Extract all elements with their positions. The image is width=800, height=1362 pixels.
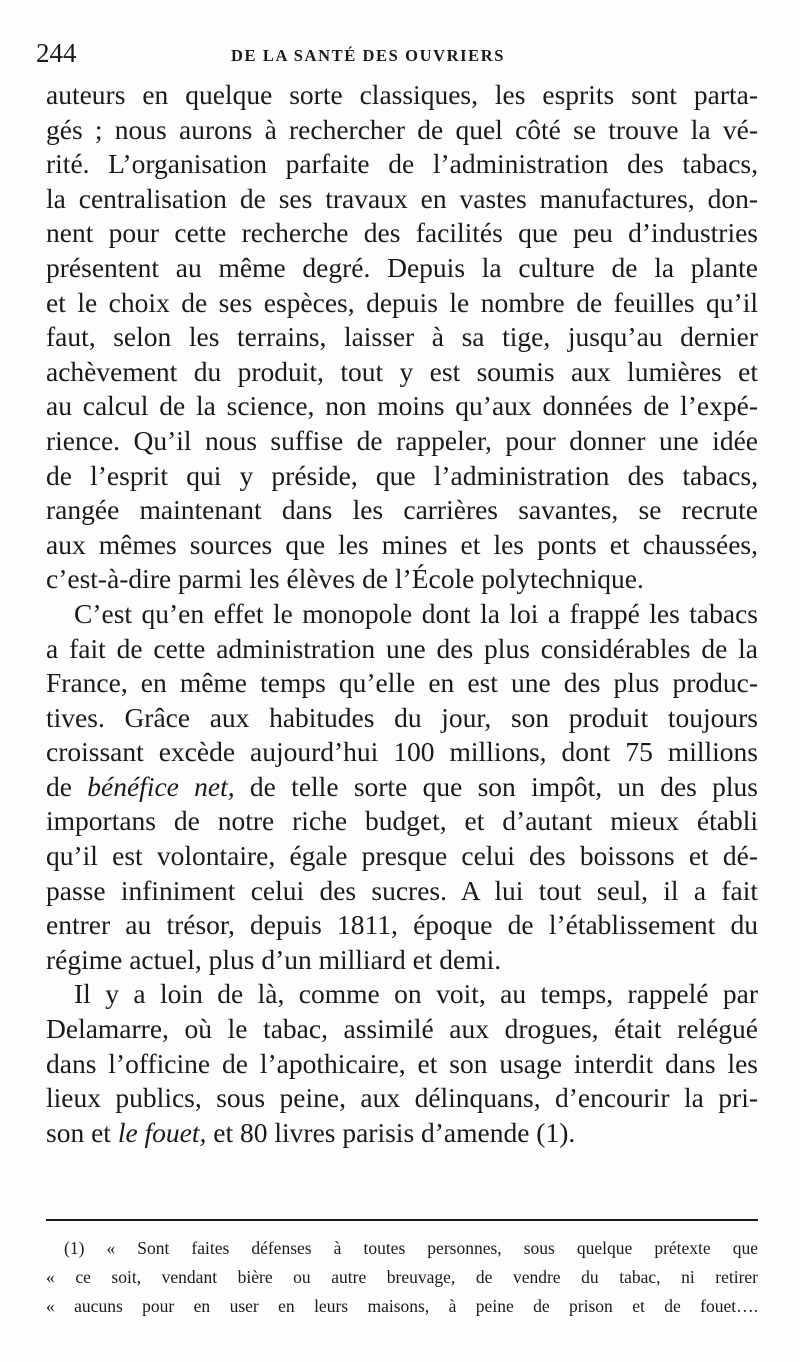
paragraph-first-line: C’est qu’en effet le monopole dont la loi a frappé les tabacs	[74, 597, 758, 629]
text-line: entrer au trésor, depuis 1811, époque de l’établissement du	[46, 909, 758, 941]
text-line: rience. Qu’il nous suffise de rappeler, pour donner une idée	[46, 424, 758, 456]
text-line: la centralisation de ses travaux en vastes manufactures, don-	[46, 182, 758, 214]
page-number: 244	[36, 38, 77, 68]
text-line: nent pour cette recherche des facilités que peu d’industries	[46, 217, 758, 249]
text-segment: son et	[46, 1116, 118, 1148]
text-line-with-italic	[46, 1116, 758, 1151]
text-line: et le choix de ses espèces, depuis le nombre de feuilles qu’il	[46, 286, 758, 318]
text-line: rangée maintenant dans les carrières savantes, se recrute	[46, 494, 758, 526]
text-line: lieux publics, sous peine, aux délinquans, d’encourir la pri-	[46, 1082, 758, 1114]
text-line: a fait de cette administration une des plus considérables de la	[46, 632, 758, 664]
text-line: aux mêmes sources que les mines et les ponts et chaussées,	[46, 528, 758, 560]
body-text	[46, 78, 758, 1150]
text-line: France, en même temps qu’elle en est une des plus produc-	[46, 667, 758, 699]
text-line-with-italic	[46, 770, 758, 805]
text-line: gés ; nous aurons à rechercher de quel côté se trouve la vé-	[46, 113, 758, 145]
footnote-line: (1) « Sont faites défenses à toutes personnes, sous quelque prétexte que	[64, 1238, 758, 1258]
running-title: DE LA SANTÉ DES OUVRIERS	[231, 46, 506, 65]
text-line: importans de notre riche budget, et d’autant mieux établi	[46, 805, 758, 837]
text-line: qu’il est volontaire, égale presque celui des boissons et dé-	[46, 840, 758, 872]
running-head	[36, 38, 760, 68]
text-line: croissant excède aujourd’hui 100 millions, dont 75 millions	[46, 736, 758, 768]
italic-phrase: le fouet,	[117, 1116, 207, 1148]
paragraph-last-line: régime actuel, plus d’un milliard et demi.	[46, 943, 502, 975]
text-line: Delamarre, où le tabac, assimilé aux drogues, était relégué	[46, 1013, 758, 1045]
footnote-line: « aucuns pour en user en leurs maisons, à peine de prison et de fouet….	[46, 1296, 758, 1316]
text-line: achèvement du produit, tout y est soumis aux lumières et	[46, 355, 758, 387]
text-line: de l’esprit qui y préside, que l’administration des tabacs,	[46, 459, 758, 491]
text-segment: de	[46, 770, 88, 802]
text-line: rité. L’organisation parfaite de l’administration des tabacs,	[46, 148, 758, 180]
footnotes	[46, 1234, 758, 1321]
text-segment: et 80 livres parisis d’amende (1).	[206, 1116, 576, 1148]
text-line: tives. Grâce aux habitudes du jour, son produit toujours	[46, 701, 758, 733]
text-line: auteurs en quelque sorte classiques, les esprits sont parta-	[46, 79, 758, 110]
text-line: faut, selon les terrains, laisser à sa tige, jusqu’au dernier	[46, 321, 758, 353]
text-line: passe infiniment celui des sucres. A lui tout seul, il a fait	[46, 874, 758, 906]
text-line: au calcul de la science, non moins qu’aux données de l’expé-	[46, 390, 758, 422]
footnote-line: « ce soit, vendant bière ou autre breuvage, de vendre du tabac, ni retirer	[46, 1267, 758, 1287]
text-segment: de telle sorte que son impôt, un des plus	[234, 770, 758, 802]
footnote-divider	[46, 1219, 758, 1221]
italic-phrase: bénéfice net,	[87, 770, 235, 802]
paragraph-first-line: Il y a loin de là, comme on voit, au temps, rappelé par	[74, 978, 758, 1010]
paragraph-last-line: c’est-à-dire parmi les élèves de l’École polytechnique.	[46, 563, 644, 595]
text-line: présentent au même degré. Depuis la culture de la plante	[46, 251, 758, 283]
text-line: dans l’officine de l’apothicaire, et son usage interdit dans les	[46, 1047, 758, 1079]
